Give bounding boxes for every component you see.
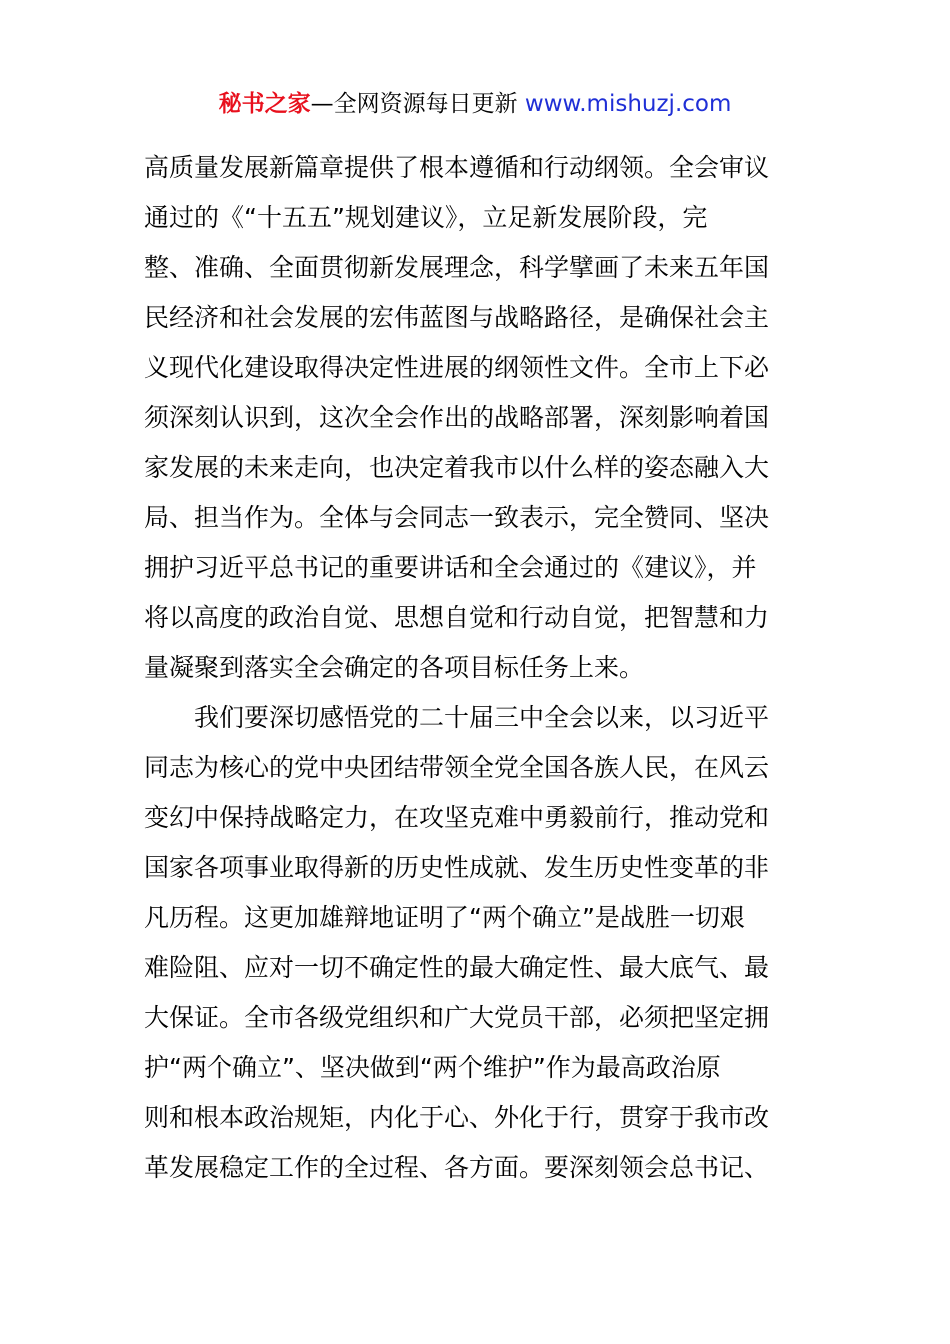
site-url[interactable]: www.mishuzj.com: [524, 91, 732, 117]
text-line: 变幻中保持战略定力，在攻坚克难中勇毅前行，推动党和: [144, 803, 770, 832]
text-line: 凡历程。这更加雄辩地证明了“两个确立”是战胜一切艰: [144, 903, 745, 932]
text-line: 同志为核心的党中央团结带领全党全国各族人民，在风云: [144, 753, 770, 782]
text-line: 难险阻、应对一切不确定性的最大确定性、最大底气、最: [144, 953, 770, 982]
text-line: 整、准确、全面贯彻新发展理念，科学擘画了未来五年国: [144, 253, 770, 282]
document-body: [144, 143, 806, 1193]
text-line: 则和根本政治规矩，内化于心、外化于行，贯穿于我市改: [144, 1103, 770, 1132]
site-tagline: —全网资源每日更新: [310, 91, 518, 117]
text-line: 通过的《“十五五”规划建议》，立足新发展阶段，完: [144, 203, 708, 232]
text-line: 局、担当作为。全体与会同志一致表示，完全赞同、坚决: [144, 503, 770, 532]
text-line: 义现代化建设取得决定性进展的纲领性文件。全市上下必: [144, 353, 770, 382]
text-line: 高质量发展新篇章提供了根本遵循和行动纲领。全会审议: [144, 153, 770, 182]
text-line: 量凝聚到落实全会确定的各项目标任务上来。: [144, 653, 645, 682]
text-line: 家发展的未来走向，也决定着我市以什么样的姿态融入大: [144, 453, 770, 482]
text-line: 民经济和社会发展的宏伟蓝图与战略路径，是确保社会主: [144, 303, 770, 332]
text-line: 革发展稳定工作的全过程、各方面。要深刻领会总书记、: [144, 1153, 770, 1182]
page-header: [0, 88, 950, 120]
site-brand: 秘书之家: [218, 91, 311, 117]
text-line: 拥护习近平总书记的重要讲话和全会通过的《建议》，并: [144, 553, 757, 582]
text-line: 须深刻认识到，这次全会作出的战略部署，深刻影响着国: [144, 403, 770, 432]
text-line: 国家各项事业取得新的历史性成就、发生历史性变革的非: [144, 853, 770, 882]
paragraph-first-line: 我们要深切感悟党的二十届三中全会以来，以习近平: [194, 703, 770, 732]
text-line: 护“两个确立”、坚决做到“两个维护”作为最高政治原: [144, 1053, 721, 1082]
text-line: 大保证。全市各级党组织和广大党员干部，必须把坚定拥: [144, 1003, 770, 1032]
text-line: 将以高度的政治自觉、思想自觉和行动自觉，把智慧和力: [144, 603, 770, 632]
